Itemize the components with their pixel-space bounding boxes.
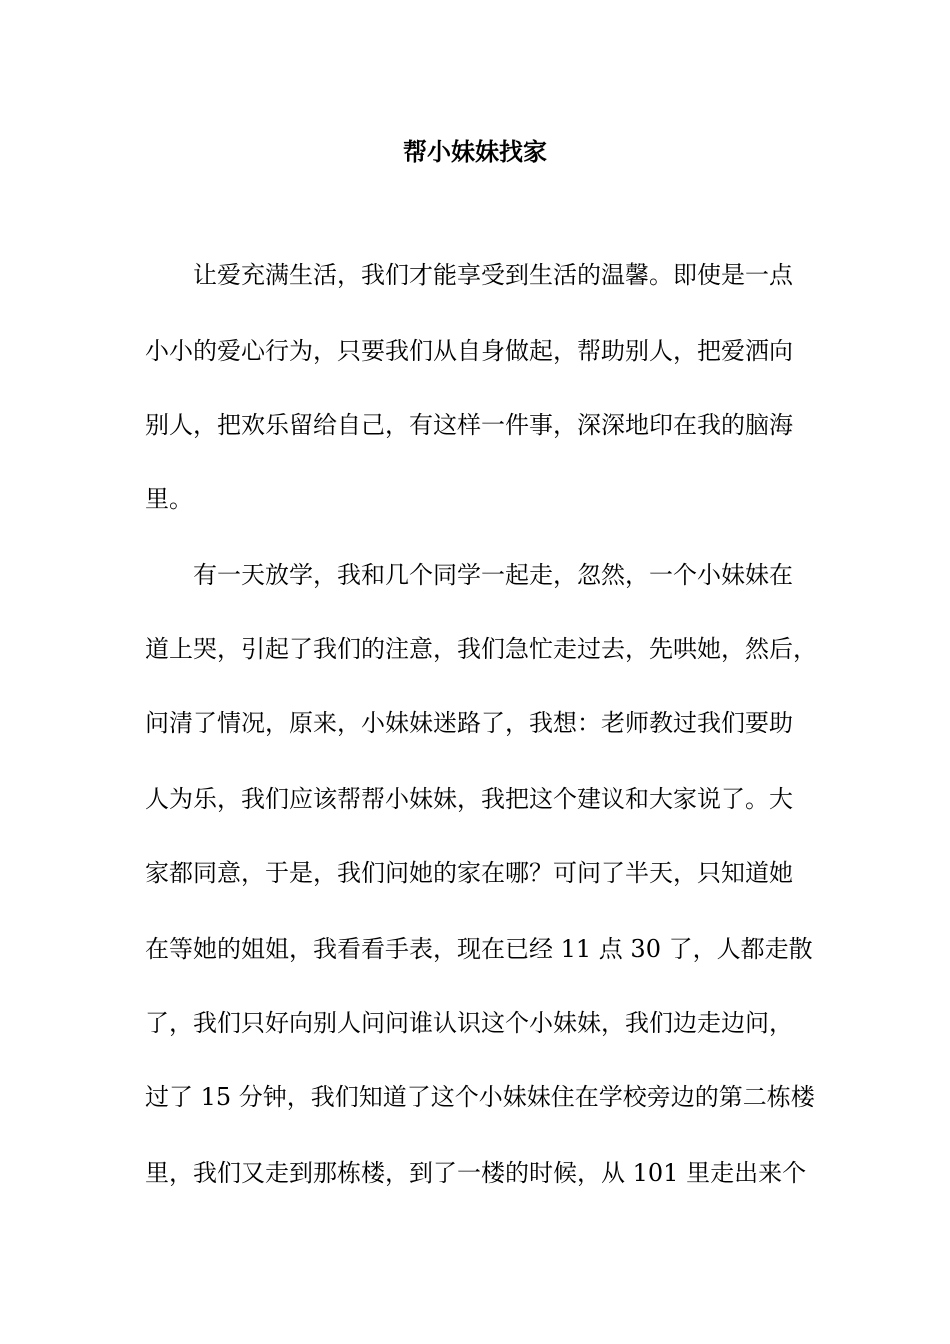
document-title: 帮小妹妹找家 — [403, 137, 547, 166]
paragraph-1-line-1: 让爱充满生活，我们才能享受到生活的温馨。即使是一点 — [193, 261, 793, 289]
paragraph-2-line-7: 了，我们只好向别人问问谁认识这个小妹妹，我们边走边问， — [145, 1009, 793, 1037]
paragraph-1-line-2: 小小的爱心行为，只要我们从自身做起，帮助别人，把爱洒向 — [145, 337, 793, 365]
paragraph-2-line-6: 在等她的姐姐，我看看手表，现在已经 11 点 30 了，人都走散 — [145, 935, 813, 963]
paragraph-2-line-3: 问清了情况，原来，小妹妹迷路了，我想：老师教过我们要助 — [145, 709, 793, 737]
paragraph-2-line-5: 家都同意，于是，我们问她的家在哪？可问了半天，只知道她 — [145, 859, 793, 887]
paragraph-2-line-8: 过了 15 分钟，我们知道了这个小妹妹住在学校旁边的第二栋楼 — [145, 1083, 815, 1111]
paragraph-1-line-4: 里。 — [145, 485, 193, 513]
paragraph-2-line-9: 里，我们又走到那栋楼，到了一楼的时候，从 101 里走出来个 — [145, 1159, 807, 1187]
paragraph-2-line-2: 道上哭，引起了我们的注意，我们急忙走过去，先哄她，然后， — [145, 635, 817, 663]
paragraph-1-line-3: 别人，把欢乐留给自己，有这样一件事，深深地印在我的脑海 — [145, 411, 793, 439]
paragraph-2-line-4: 人为乐，我们应该帮帮小妹妹，我把这个建议和大家说了。大 — [145, 785, 793, 813]
paragraph-2-line-1: 有一天放学，我和几个同学一起走，忽然，一个小妹妹在 — [193, 561, 793, 589]
